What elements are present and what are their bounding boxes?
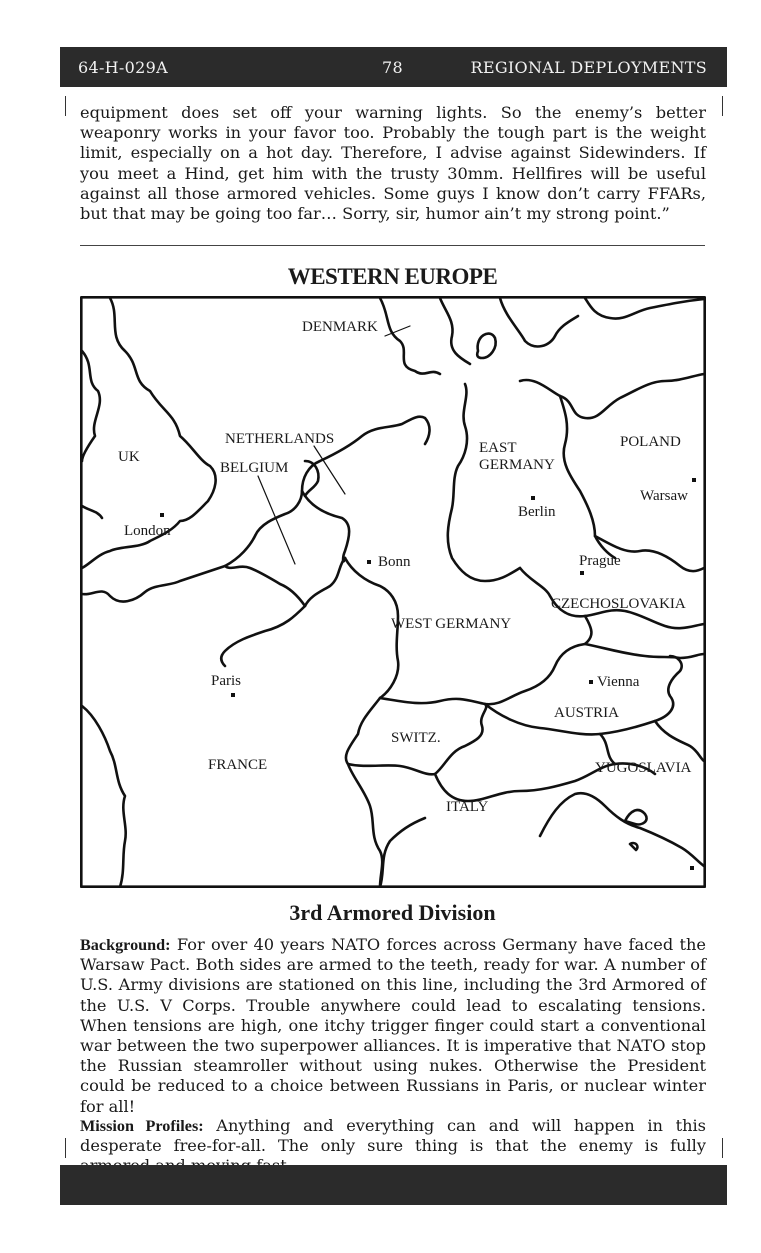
label-denmark: DENMARK	[302, 319, 378, 335]
warsaw-dot	[692, 478, 696, 482]
label-france: FRANCE	[208, 757, 268, 773]
label-paris: Paris	[211, 673, 241, 689]
mission-label: Mission Profiles:	[80, 1117, 204, 1135]
poland-border	[560, 396, 615, 558]
margin-rule-left	[65, 96, 66, 116]
london-dot	[160, 513, 164, 517]
division-title: 3rd Armored Division	[289, 900, 496, 925]
adriatic-coast	[540, 793, 704, 866]
label-vienna: Vienna	[597, 674, 640, 690]
italian-coast	[380, 818, 425, 887]
benelux-border	[225, 558, 345, 606]
label-east-germany-1: EAST	[479, 440, 517, 456]
intro-paragraph: equipment does set off your warning lights. So the enemy’s better weaponry works in your favor too. Probably the tough part is the weight limit, especially on a hot day. Therefore, I advise against Sidewinders. If you meet a Hind, get him with the trusty 30mm. Hellfires will be useful against all those armored vehicles. Some guys I know don’t carry FFARs, but that may be going too far… Sorry, sir, humor ain’t my strong point.”	[80, 103, 706, 224]
margin-rule-right-bottom	[722, 1138, 723, 1158]
paris-dot	[231, 693, 235, 697]
section-title: REGIONAL DEPLOYMENTS	[470, 58, 707, 77]
uk-coastline-north	[82, 351, 100, 461]
label-east-germany-2: GERMANY	[479, 457, 555, 473]
denmark-coastline	[380, 298, 440, 374]
label-belgium: BELGIUM	[220, 460, 289, 476]
background-label: Background:	[80, 936, 171, 954]
vienna-dot	[589, 680, 593, 684]
franco-german-border	[221, 606, 305, 666]
mission-text: Anything and everything can and will happen in this desperate free-for-all. The only sure thing is that the enemy is fully	[80, 1116, 706, 1156]
document-code: 64-H-029A	[78, 58, 168, 77]
label-yugoslavia: YUGOSLAVIA	[595, 760, 692, 776]
label-poland: POLAND	[620, 434, 681, 450]
baltic-island	[477, 334, 495, 358]
inner-german-border	[448, 384, 520, 581]
label-netherlands: NETHERLANDS	[225, 431, 335, 447]
margin-rule-right	[722, 96, 723, 116]
label-uk: UK	[118, 449, 140, 465]
background-paragraph	[80, 935, 706, 1117]
background-text: For over 40 years NATO forces across Germany have faced the Warsaw Pact. Both sides are armed to the teeth, ready for war. A number of U.S. Army divisions are stationed on this line, including the 3rd Armored of the U.S. V Corps. Trouble anywhere could lead to escalating tensions. When tensions are high, one itchy trigger finger could start a conventional war between the two superpower alliances. It is imperative that NATO stop the Russian steamroller without using nukes. Otherwise the President could be reduced to a choice between Russians in Paris, or nuclear winter for all!	[80, 935, 706, 1116]
label-switz: SWITZ.	[391, 730, 441, 746]
label-west-germany: WEST GERMANY	[391, 616, 512, 632]
label-bonn: Bonn	[378, 554, 411, 570]
label-prague: Prague	[579, 553, 621, 569]
french-atlantic-coast	[82, 706, 126, 887]
label-berlin: Berlin	[518, 504, 556, 520]
western-europe-map	[80, 296, 706, 888]
label-czechoslovakia: CZECHOSLOVAKIA	[551, 596, 686, 612]
label-london: London	[124, 523, 171, 539]
prague-dot	[580, 571, 584, 575]
map-svg	[80, 296, 706, 888]
map-title: WESTERN EUROPE	[287, 264, 498, 289]
divider	[80, 245, 705, 246]
bonn-dot	[367, 560, 371, 564]
margin-rule-left-bottom	[65, 1138, 66, 1158]
label-italy: ITALY	[446, 799, 489, 815]
berlin-dot	[531, 496, 535, 500]
yugoslavia-border	[655, 721, 704, 761]
page-footer	[60, 1165, 727, 1205]
map-frame	[81, 297, 704, 886]
page-header	[60, 47, 727, 87]
athens-dot	[690, 866, 694, 870]
label-warsaw: Warsaw	[640, 488, 688, 504]
page-number: 78	[382, 58, 403, 77]
label-austria: AUSTRIA	[554, 705, 620, 721]
